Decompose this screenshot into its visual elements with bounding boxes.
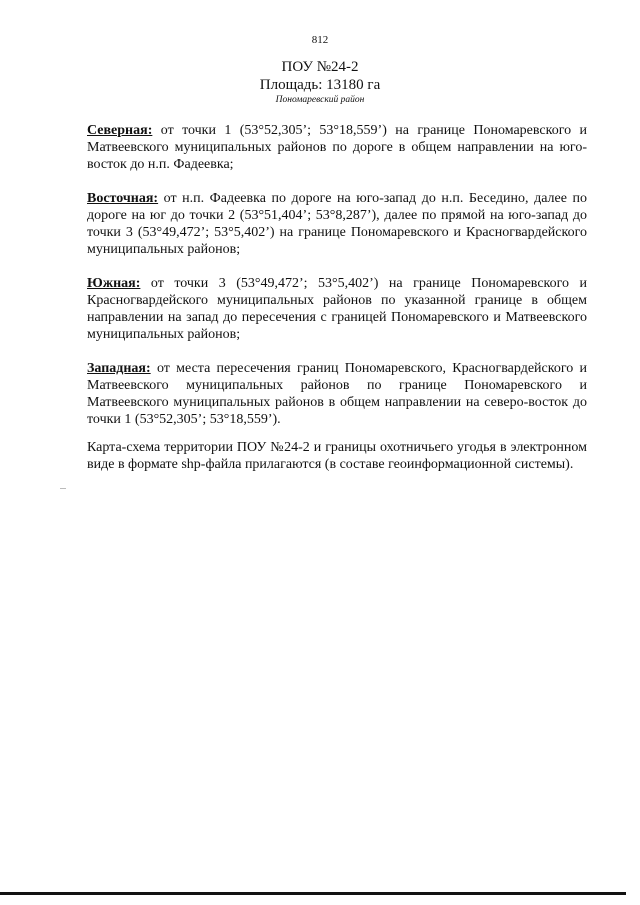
boundary-north-heading: Северная:: [87, 123, 153, 138]
area-line: Площадь: 13180 га: [259, 77, 381, 93]
boundary-west-text: от места пересечения границ Пономаревского, Красногвардейского и Матвеевского муниципальных районов по границе Пономаревского и Матвеевского муниципальных районов в общем направлении на северо-восток до точки 1 (53°52,305’; 53°18,559’).: [87, 361, 588, 427]
margin-mark: [60, 488, 66, 489]
boundary-description: [87, 122, 587, 490]
boundary-east-text: от н.п. Фадеевка по дороге на юго-запад до н.п. Беседино, далее по дороге на юг до точки 2 (53°51,404’; 53°8,287’), далее по прямой на юго-запад до точки 3 (53°49,472’; 53°5,402’) на границе Пономаревского и Красногвардейского муниципальных районов;: [87, 191, 588, 257]
document-header: [0, 58, 640, 106]
boundary-east-heading: Восточная:: [87, 191, 159, 206]
page-number: 812: [311, 34, 329, 46]
boundary-west-heading: Западная:: [87, 361, 151, 376]
boundary-north-text: от точки 1 (53°52,305’; 53°18,559’) на границе Пономаревского и Матвеевского муниципальных районов по дороге в общем направлении на юго-восток до н.п. Фадеевка;: [87, 123, 587, 172]
boundary-south-heading: Южная:: [87, 276, 141, 291]
boundary-north: [87, 122, 587, 173]
boundary-south-text: от точки 3 (53°49,472’; 53°5,402’) на границе Пономаревского и Красногвардейского муниципальных районов по указанной границе в общем направлении на запад до пересечения с границей Пономаревского и Матвеевского муниципальных районов;: [87, 276, 587, 342]
district-name: Пономаревский район: [275, 95, 365, 105]
boundary-west: [87, 360, 587, 428]
boundary-south: [87, 275, 587, 343]
closing-paragraph: Карта-схема территории ПОУ №24-2 и границы охотничьего угодья в электронном виде в формате shp-файла прилагаются (в составе геоинформационной системы).: [87, 440, 587, 472]
footer-rule: [0, 892, 626, 895]
document-title: ПОУ №24-2: [281, 59, 359, 75]
boundary-east: [87, 190, 587, 258]
